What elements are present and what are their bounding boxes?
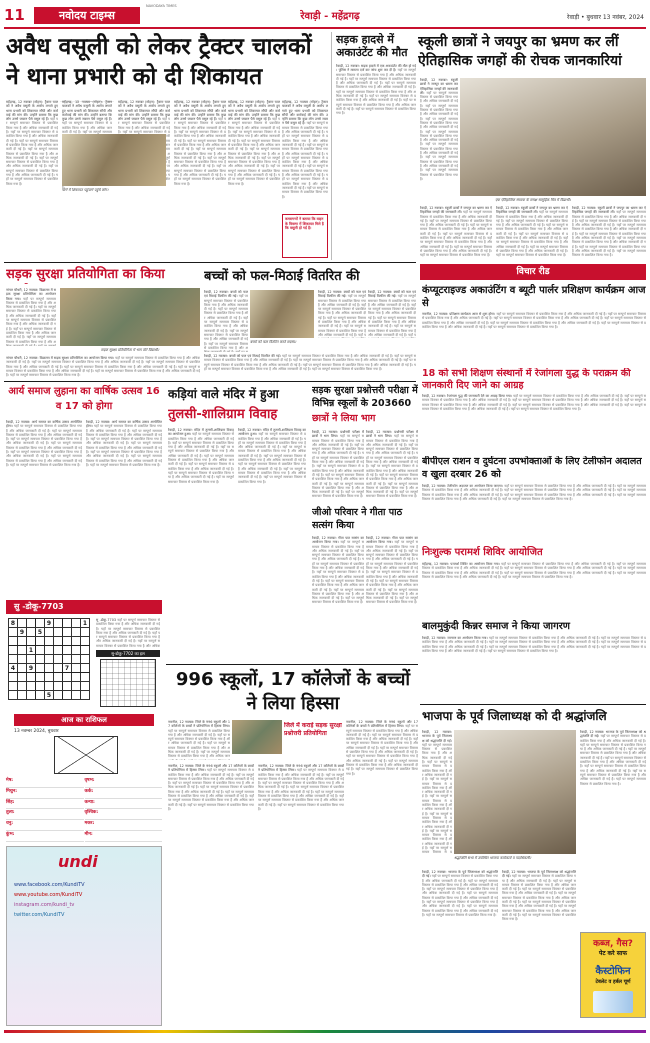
arya-text-1: रेवाड़ी, 12 नवम्बर: आर्य समाज का वार्षिक उत्सव आयोजित होगा। यहाँ पर सम्पूर्ण समाचार विस्तार से प्रकाशित किया गया है और अधिक जानकारी दी गई है। यहाँ पर सम्पूर्ण समाचार विस्तार से प्रकाशित किया गया है और अधिक जानकारी दी गई है। यहाँ पर सम्पूर्ण समाचार विस्तार से प्रकाशित किया गया है और अधिक जानकारी दी गई है। यहाँ पर सम्पूर्ण समाचार विस्तार से प्रकाशित किया गया है और अधिक जानकारी दी गई है। यहाँ पर सम्पूर्ण समाचार विस्तार से प्रकाशित किया गया है और अधिक जानकारी दी गई है। यहाँ पर सम्पूर्ण समाचार विस्तार से प्रकाशित किया गया है और अधिक जानकारी दी गई है। यहाँ पर सम्पूर्ण समाचार विस्तार से प्रकाशित किया गया है।	[6, 420, 82, 596]
rashifal-sign: सिंह:	[6, 800, 84, 810]
sudoku-cell	[54, 646, 63, 655]
bjp-headline: भाजपा के पूर्व जिलाध्यक्ष को दी श्रद्धांजलि	[422, 709, 607, 723]
sudoku-cell	[18, 673, 27, 682]
sudoku-cell	[45, 628, 54, 637]
jaipur-text-1: रेवाड़ी, 12 नवम्बर: स्कूली छात्रों ने जयपुर का भ्रमण कर ऐतिहासिक जगहों की जानकारी ली। यहाँ पर सम्पूर्ण समाचार विस्तार से प्रकाशित किया गया है और अधिक जानकारी दी गई है। यहाँ पर सम्पूर्ण समाचार विस्तार से प्रकाशित किया गया है और अधिक जानकारी दी गई है। यहाँ पर सम्पूर्ण समाचार विस्तार से प्रकाशित किया गया है और अधिक जानकारी दी गई है। यहाँ पर सम्पूर्ण समाचार विस्तार से प्रकाशित किया गया है और अधिक जानकारी दी गई है। यहाँ पर सम्पूर्ण समाचार विस्तार से प्रकाशित किया गया है और अधिक जानकारी दी गई है। यहाँ पर सम्पूर्ण समाचार विस्तार से प्रकाशित किया गया है और अधिक जानकारी दी गई है। यहाँ पर सम्पूर्ण समाचार विस्तार से प्रकाशित किया गया है।	[420, 78, 458, 196]
sudoku-cell	[36, 646, 45, 655]
jaipur-caption: एक ऐतिहासिक स्मारक के समक्ष सामूहिक चित्र में विद्यार्थी।	[495, 198, 571, 202]
sudoku-cell	[72, 655, 81, 664]
divider	[166, 664, 418, 665]
sudoku-cell	[9, 628, 18, 637]
schools-headline: 996 स्कूलों, 17 कॉलेजों के बच्चों ने लिया हिस्सा	[175, 669, 411, 714]
sudoku-cell	[27, 628, 36, 637]
bpl-text: रेवाड़ी, 12 नवम्बर: टेलीफोन अदालत का आयोजन किया जाएगा। यहाँ पर सम्पूर्ण समाचार विस्तार से प्रकाशित किया गया है और अधिक जानकारी दी गई है। यहाँ पर सम्पूर्ण समाचार विस्तार से प्रकाशित किया गया है और अधिक जानकारी दी गई है। यहाँ पर सम्पूर्ण समाचार विस्तार से प्रकाशित किया गया है और अधिक जानकारी दी गई है। यहाँ पर सम्पूर्ण समाचार विस्तार से प्रकाशित किया गया है और अधिक जानकारी दी गई है। यहाँ पर सम्पूर्ण समाचार विस्तार से प्रकाशित किया गया है और अधिक जानकारी दी गई है। यहाँ पर सम्पूर्ण समाचार विस्तार से प्रकाशित किया गया है और अधिक जानकारी दी गई है। यहाँ पर सम्पूर्ण समाचार विस्तार से प्रकाशित किया गया है।	[422, 484, 646, 542]
quiz-headline-2: छात्रों ने लिया भाग	[312, 413, 376, 424]
sudoku-cell	[18, 664, 27, 673]
kadiyan-text-2: रेवाड़ी, 12 नवम्बर: मंदिर में तुलसी-शालिग्राम विवाह का आयोजन हुआ। यहाँ पर सम्पूर्ण समाचार विस्तार से प्रकाशित किया गया है और अधिक जानकारी दी गई है। यहाँ पर सम्पूर्ण समाचार विस्तार से प्रकाशित किया गया है और अधिक जानकारी दी गई है। यहाँ पर सम्पूर्ण समाचार विस्तार से प्रकाशित किया गया है और अधिक जानकारी दी गई है। यहाँ पर सम्पूर्ण समाचार विस्तार से प्रकाशित किया गया है और अधिक जानकारी दी गई है। यहाँ पर सम्पूर्ण समाचार विस्तार से प्रकाशित किया गया है और अधिक जानकारी दी गई है। यहाँ पर सम्पूर्ण समाचार विस्तार से प्रकाशित किया गया है और अधिक जानकारी दी गई है। यहाँ पर सम्पूर्ण समाचार विस्तार से प्रकाशित किया गया है।	[238, 428, 306, 658]
jaipur-photo	[460, 78, 646, 196]
sudoku-cell	[18, 637, 27, 646]
sudoku-cell	[45, 646, 54, 655]
sudoku-cell	[72, 691, 81, 700]
edition-label: रेवाड़ी - महेंद्रगढ़	[300, 11, 360, 22]
jaipur-text-2: रेवाड़ी, 12 नवम्बर: स्कूली छात्रों ने जयपुर का भ्रमण कर ऐतिहासिक जगहों की जानकारी ली। यहाँ पर सम्पूर्ण समाचार विस्तार से प्रकाशित किया गया है और अधिक जानकारी दी गई है। यहाँ पर सम्पूर्ण समाचार विस्तार से प्रकाशित किया गया है और अधिक जानकारी दी गई है। यहाँ पर सम्पूर्ण समाचार विस्तार से प्रकाशित किया गया है और अधिक जानकारी दी गई है। यहाँ पर सम्पूर्ण समाचार विस्तार से प्रकाशित किया गया है और अधिक जानकारी दी गई है। यहाँ पर सम्पूर्ण समाचार विस्तार से प्रकाशित किया गया है और अधिक जानकारी दी गई है। यहाँ पर सम्पूर्ण समाचार विस्तार से प्रकाशित किया गया है और अधिक जानकारी दी गई है। यहाँ पर सम्पूर्ण समाचार विस्तार से प्रकाशित किया गया है।	[420, 206, 492, 260]
divider	[420, 704, 646, 705]
sudoku-cell	[27, 619, 36, 628]
sudoku-cell	[81, 628, 90, 637]
rashifal-sign: धनु:	[6, 821, 84, 831]
sudoku-cell	[54, 691, 63, 700]
schools-text-1: नारनौल, 12 नवम्बर: जिले के 996 स्कूलों और 17 कॉलेजों के बच्चों ने प्रतियोगिता में हिस्सा लिया। यहाँ पर सम्पूर्ण समाचार विस्तार से प्रकाशित किया गया है और अधिक जानकारी दी गई है। यहाँ पर सम्पूर्ण समाचार विस्तार से प्रकाशित किया गया है और अधिक जानकारी दी गई है। यहाँ पर सम्पूर्ण समाचार विस्तार से प्रकाशित किया गया है और अधिक जानकारी दी गई है। यहाँ पर सम्पूर्ण समाचार विस्तार से प्रकाशित किया गया है और अधिक जानकारी दी गई है। यहाँ पर सम्पूर्ण समाचार विस्तार से प्रकाशित किया गया है और अधिक जानकारी दी गई है। यहाँ पर सम्पूर्ण समाचार विस्तार से प्रकाशित किया गया है और अधिक जानकारी दी गई है। यहाँ पर सम्पूर्ण समाचार विस्तार से प्रकाशित किया गया है।	[168, 720, 230, 760]
bjp-text-1: रेवाड़ी, 12 नवम्बर: भाजपा के पूर्व जिलाध्यक्ष को श्रद्धांजलि दी गई। यहाँ पर सम्पूर्ण समाचार विस्तार से प्रकाशित किया गया है और अधिक जानकारी दी गई है। यहाँ पर सम्पूर्ण समाचार विस्तार से प्रकाशित किया गया है और अधिक जानकारी दी गई है। यहाँ पर सम्पूर्ण समाचार विस्तार से प्रकाशित किया गया है और अधिक जानकारी दी गई है। यहाँ पर सम्पूर्ण समाचार विस्तार से प्रकाशित किया गया है और अधिक जानकारी दी गई है। यहाँ पर सम्पूर्ण समाचार विस्तार से प्रकाशित किया गया है और अधिक जानकारी दी गई है। यहाँ पर सम्पूर्ण समाचार विस्तार से प्रकाशित किया गया है और अधिक जानकारी दी गई है। यहाँ पर सम्पूर्ण समाचार विस्तार से प्रकाशित किया गया है।	[422, 730, 452, 854]
rashifal-chart	[54, 736, 118, 774]
schools-text-4: नारनौल, 12 नवम्बर: जिले के 996 स्कूलों और 17 कॉलेजों के बच्चों ने प्रतियोगिता में हिस्सा लिया। यहाँ पर सम्पूर्ण समाचार विस्तार से प्रकाशित किया गया है और अधिक जानकारी दी गई है। यहाँ पर सम्पूर्ण समाचार विस्तार से प्रकाशित किया गया है और अधिक जानकारी दी गई है। यहाँ पर सम्पूर्ण समाचार विस्तार से प्रकाशित किया गया है और अधिक जानकारी दी गई है। यहाँ पर सम्पूर्ण समाचार विस्तार से प्रकाशित किया गया है और अधिक जानकारी दी गई है। यहाँ पर सम्पूर्ण समाचार विस्तार से प्रकाशित किया गया है और अधिक जानकारी दी गई है। यहाँ पर सम्पूर्ण समाचार विस्तार से प्रकाशित किया गया है और अधिक जानकारी दी गई है। यहाँ पर सम्पूर्ण समाचार विस्तार से प्रकाशित किया गया है।	[258, 764, 344, 1016]
sudoku-cell	[72, 619, 81, 628]
sudoku-cell: 9	[27, 664, 36, 673]
sudoku-cell	[27, 673, 36, 682]
fruit-headline: बच्चों को फल-मिठाई वितरित की	[204, 269, 360, 284]
sudoku-cell	[18, 619, 27, 628]
sudoku-cell	[9, 655, 18, 664]
sudoku-cell: 5	[45, 691, 54, 700]
sudoku-cell	[54, 628, 63, 637]
arya-text-2: रेवाड़ी, 12 नवम्बर: आर्य समाज का वार्षिक उत्सव आयोजित होगा। यहाँ पर सम्पूर्ण समाचार विस्तार से प्रकाशित किया गया है और अधिक जानकारी दी गई है। यहाँ पर सम्पूर्ण समाचार विस्तार से प्रकाशित किया गया है और अधिक जानकारी दी गई है। यहाँ पर सम्पूर्ण समाचार विस्तार से प्रकाशित किया गया है और अधिक जानकारी दी गई है। यहाँ पर सम्पूर्ण समाचार विस्तार से प्रकाशित किया गया है और अधिक जानकारी दी गई है। यहाँ पर सम्पूर्ण समाचार विस्तार से प्रकाशित किया गया है और अधिक जानकारी दी गई है। यहाँ पर सम्पूर्ण समाचार विस्तार से प्रकाशित किया गया है और अधिक जानकारी दी गई है। यहाँ पर सम्पूर्ण समाचार विस्तार से प्रकाशित किया गया है।	[86, 420, 162, 596]
sudoku-instructions: सु -डोकू-7703 यहाँ पर सम्पूर्ण समाचार विस्तार से प्रकाशित किया गया है और अधिक जानकारी दी गई है। यहाँ पर सम्पूर्ण समाचार विस्तार से प्रकाशित किया गया है और अधिक जानकारी दी गई है। यहाँ पर सम्पूर्ण समाचार विस्तार से प्रकाशित किया गया है और अधिक जानकारी दी गई है। यहाँ पर सम्पूर्ण समाचार विस्तार से प्रकाशित किया गया है और अधिक जानकारी दी गई है। यहाँ पर सम्पूर्ण समाचार विस्तार से प्रकाशित किया गया है और अधिक जानकारी दी गई है। यहाँ पर सम्पूर्ण समाचार विस्तार से प्रकाशित किया गया है और अधिक जानकारी दी गई है। यहाँ पर सम्पूर्ण समाचार विस्तार से प्रकाशित किया गया है।	[96, 618, 160, 648]
promo-brand: undi	[58, 852, 98, 871]
sudoku-cell	[54, 673, 63, 682]
sudoku-cell	[18, 682, 27, 691]
quiz-headline-1: सड़क सुरक्षा प्रश्नोत्तरी परीक्षा में विभिन्न स्कूलों के 203660	[312, 385, 418, 409]
sudoku-cell	[72, 628, 81, 637]
schools-text-2: नारनौल, 12 नवम्बर: जिले के 996 स्कूलों और 17 कॉलेजों के बच्चों ने प्रतियोगिता में हिस्सा लिया। यहाँ पर सम्पूर्ण समाचार विस्तार से प्रकाशित किया गया है और अधिक जानकारी दी गई है। यहाँ पर सम्पूर्ण समाचार विस्तार से प्रकाशित किया गया है और अधिक जानकारी दी गई है। यहाँ पर सम्पूर्ण समाचार विस्तार से प्रकाशित किया गया है और अधिक जानकारी दी गई है। यहाँ पर सम्पूर्ण समाचार विस्तार से प्रकाशित किया गया है और अधिक जानकारी दी गई है। यहाँ पर सम्पूर्ण समाचार विस्तार से प्रकाशित किया गया है और अधिक जानकारी दी गई है। यहाँ पर सम्पूर्ण समाचार विस्तार से प्रकाशित किया गया है और अधिक जानकारी दी गई है। यहाँ पर सम्पूर्ण समाचार विस्तार से प्रकाशित किया गया है।	[346, 720, 418, 1016]
road-safety-text-2: नांगल चौधरी, 12 नवम्बर: विद्यालय में सड़क सुरक्षा प्रतियोगिता का आयोजन किया गया। यहाँ पर सम्पूर्ण समाचार विस्तार से प्रकाशित किया गया है और अधिक जानकारी दी गई है। यहाँ पर सम्पूर्ण समाचार विस्तार से प्रकाशित किया गया है और अधिक जानकारी दी गई है। यहाँ पर सम्पूर्ण समाचार विस्तार से प्रकाशित किया गया है और अधिक जानकारी दी गई है। यहाँ पर सम्पूर्ण समाचार विस्तार से प्रकाशित किया गया है और अधिक जानकारी दी गई है। यहाँ पर सम्पूर्ण समाचार विस्तार से प्रकाशित किया गया है और अधिक जानकारी दी गई है। यहाँ पर सम्पूर्ण समाचार विस्तार से प्रकाशित किया गया है और अधिक जानकारी दी गई है। यहाँ पर सम्पूर्ण समाचार विस्तार से प्रकाशित किया गया है।	[6, 356, 200, 378]
bjp-text-4: रेवाड़ी, 12 नवम्बर: भाजपा के पूर्व जिलाध्यक्ष को श्रद्धांजलि दी गई। यहाँ पर सम्पूर्ण समाचार विस्तार से प्रकाशित किया गया है और अधिक जानकारी दी गई है। यहाँ पर सम्पूर्ण समाचार विस्तार से प्रकाशित किया गया है और अधिक जानकारी दी गई है। यहाँ पर सम्पूर्ण समाचार विस्तार से प्रकाशित किया गया है और अधिक जानकारी दी गई है। यहाँ पर सम्पूर्ण समाचार विस्तार से प्रकाशित किया गया है और अधिक जानकारी दी गई है। यहाँ पर सम्पूर्ण समाचार विस्तार से प्रकाशित किया गया है और अधिक जानकारी दी गई है। यहाँ पर सम्पूर्ण समाचार विस्तार से प्रकाशित किया गया है और अधिक जानकारी दी गई है। यहाँ पर सम्पूर्ण समाचार विस्तार से प्रकाशित किया गया है।	[502, 870, 576, 1016]
sudoku-cell	[63, 655, 72, 664]
sudoku-cell	[54, 637, 63, 646]
rashifal-sign: मिथुन:	[6, 789, 84, 799]
sudoku-cell	[36, 637, 45, 646]
road-safety-text-1: नांगल चौधरी, 12 नवम्बर: विद्यालय में सड़क सुरक्षा प्रतियोगिता का आयोजन किया गया। यहाँ पर सम्पूर्ण समाचार विस्तार से प्रकाशित किया गया है और अधिक जानकारी दी गई है। यहाँ पर सम्पूर्ण समाचार विस्तार से प्रकाशित किया गया है और अधिक जानकारी दी गई है। यहाँ पर सम्पूर्ण समाचार विस्तार से प्रकाशित किया गया है और अधिक जानकारी दी गई है। यहाँ पर सम्पूर्ण समाचार विस्तार से प्रकाशित किया गया है और अधिक जानकारी दी गई है। यहाँ पर सम्पूर्ण समाचार विस्तार से प्रकाशित किया गया है और अधिक जानकारी दी गई है। यहाँ पर सम्पूर्ण समाचार विस्तार से प्रकाशित किया गया है और अधिक जानकारी दी गई है। यहाँ पर सम्पूर्ण समाचार विस्तार से प्रकाशित किया गया है।	[6, 288, 56, 346]
shiksha-headline: 18 को सभी शिक्षण संस्थानों में रेजांगला युद्ध के पराक्रम की जानकारी दिए जाने का आग्रह	[422, 368, 631, 391]
ad-line-4: टेबलेट व हर्बल चूर्ण	[595, 979, 631, 985]
bjp-photo	[454, 730, 576, 854]
page-number: 11	[4, 6, 25, 24]
fruit-photo	[250, 290, 314, 338]
geeta-headline: जीओ परिवार ने गीता पाठ सत्संग किया	[312, 507, 403, 531]
shivir-text: महेंद्रगढ़, 12 नवम्बर: परामर्श शिविर का आयोजन किया गया। यहाँ पर सम्पूर्ण समाचार विस्तार से प्रकाशित किया गया है और अधिक जानकारी दी गई है। यहाँ पर सम्पूर्ण समाचार विस्तार से प्रकाशित किया गया है और अधिक जानकारी दी गई है। यहाँ पर सम्पूर्ण समाचार विस्तार से प्रकाशित किया गया है और अधिक जानकारी दी गई है। यहाँ पर सम्पूर्ण समाचार विस्तार से प्रकाशित किया गया है और अधिक जानकारी दी गई है। यहाँ पर सम्पूर्ण समाचार विस्तार से प्रकाशित किया गया है और अधिक जानकारी दी गई है। यहाँ पर सम्पूर्ण समाचार विस्तार से प्रकाशित किया गया है और अधिक जानकारी दी गई है। यहाँ पर सम्पूर्ण समाचार विस्तार से प्रकाशित किया गया है।	[422, 562, 646, 618]
promo-line-2[interactable]: instagram.com/kundi_tv	[14, 902, 75, 908]
sudoku-cell: 5	[36, 628, 45, 637]
schools-text-3: नारनौल, 12 नवम्बर: जिले के 996 स्कूलों और 17 कॉलेजों के बच्चों ने प्रतियोगिता में हिस्सा लिया। यहाँ पर सम्पूर्ण समाचार विस्तार से प्रकाशित किया गया है और अधिक जानकारी दी गई है। यहाँ पर सम्पूर्ण समाचार विस्तार से प्रकाशित किया गया है और अधिक जानकारी दी गई है। यहाँ पर सम्पूर्ण समाचार विस्तार से प्रकाशित किया गया है और अधिक जानकारी दी गई है। यहाँ पर सम्पूर्ण समाचार विस्तार से प्रकाशित किया गया है और अधिक जानकारी दी गई है। यहाँ पर सम्पूर्ण समाचार विस्तार से प्रकाशित किया गया है और अधिक जानकारी दी गई है। यहाँ पर सम्पूर्ण समाचार विस्तार से प्रकाशित किया गया है और अधिक जानकारी दी गई है। यहाँ पर सम्पूर्ण समाचार विस्तार से प्रकाशित किया गया है।	[168, 764, 254, 1016]
computer-headline: कंप्यूटराइज्ड अकाउंटिंग व ब्यूटी पार्लर प्रशिक्षण कार्यक्रम आज से	[422, 285, 646, 309]
sudoku-cell	[36, 664, 45, 673]
sudoku-cell	[36, 655, 45, 664]
sudoku-cell	[36, 673, 45, 682]
sudoku-cell	[9, 691, 18, 700]
sudoku-answer-grid	[100, 659, 156, 707]
ad-product-image	[593, 991, 633, 1013]
castophin-ad[interactable]	[580, 932, 646, 1018]
lead-photo	[62, 134, 166, 186]
sudoku-cell	[63, 691, 72, 700]
computer-text: नारनौल, 12 नवम्बर: प्रशिक्षण कार्यक्रम आज से शुरू होगा। यहाँ पर सम्पूर्ण समाचार विस्तार से प्रकाशित किया गया है और अधिक जानकारी दी गई है। यहाँ पर सम्पूर्ण समाचार विस्तार से प्रकाशित किया गया है और अधिक जानकारी दी गई है। यहाँ पर सम्पूर्ण समाचार विस्तार से प्रकाशित किया गया है और अधिक जानकारी दी गई है। यहाँ पर सम्पूर्ण समाचार विस्तार से प्रकाशित किया गया है और अधिक जानकारी दी गई है। यहाँ पर सम्पूर्ण समाचार विस्तार से प्रकाशित किया गया है और अधिक जानकारी दी गई है। यहाँ पर सम्पूर्ण समाचार विस्तार से प्रकाशित किया गया है और अधिक जानकारी दी गई है। यहाँ पर सम्पूर्ण समाचार विस्तार से प्रकाशित किया गया है।	[422, 312, 646, 366]
fruit-text-3: रेवाड़ी, 12 नवम्बर: बच्चों को फल एवं मिठाई वितरित की गई। यहाँ पर सम्पूर्ण समाचार विस्तार से प्रकाशित किया गया है और अधिक जानकारी दी गई है। यहाँ पर सम्पूर्ण समाचार विस्तार से प्रकाशित किया गया है और अधिक जानकारी दी गई है। यहाँ पर सम्पूर्ण समाचार विस्तार से प्रकाशित किया गया है और अधिक जानकारी दी गई है। यहाँ पर सम्पूर्ण समाचार विस्तार से प्रकाशित किया गया है और अधिक जानकारी दी गई है। यहाँ पर सम्पूर्ण समाचार विस्तार से प्रकाशित किया गया है और अधिक जानकारी दी गई है। यहाँ पर सम्पूर्ण समाचार विस्तार से प्रकाशित किया गया है और अधिक जानकारी दी गई है। यहाँ पर सम्पूर्ण समाचार विस्तार से प्रकाशित किया गया है।	[368, 290, 416, 338]
sudoku-cell	[27, 691, 36, 700]
jaipur-text-4: रेवाड़ी, 12 नवम्बर: स्कूली छात्रों ने जयपुर का भ्रमण कर ऐतिहासिक जगहों की जानकारी ली। यहाँ पर सम्पूर्ण समाचार विस्तार से प्रकाशित किया गया है और अधिक जानकारी दी गई है। यहाँ पर सम्पूर्ण समाचार विस्तार से प्रकाशित किया गया है और अधिक जानकारी दी गई है। यहाँ पर सम्पूर्ण समाचार विस्तार से प्रकाशित किया गया है और अधिक जानकारी दी गई है। यहाँ पर सम्पूर्ण समाचार विस्तार से प्रकाशित किया गया है और अधिक जानकारी दी गई है। यहाँ पर सम्पूर्ण समाचार विस्तार से प्रकाशित किया गया है और अधिक जानकारी दी गई है। यहाँ पर सम्पूर्ण समाचार विस्तार से प्रकाशित किया गया है और अधिक जानकारी दी गई है। यहाँ पर सम्पूर्ण समाचार विस्तार से प्रकाशित किया गया है।	[572, 206, 646, 260]
sudoku-cell	[81, 691, 90, 700]
fruit-caption: बच्चों को फल वितरित करते सदस्य।	[250, 340, 297, 344]
bjp-text-2: रेवाड़ी, 12 नवम्बर: भाजपा के पूर्व जिलाध्यक्ष को श्रद्धांजलि दी गई। यहाँ पर सम्पूर्ण समाचार विस्तार से प्रकाशित किया गया है और अधिक जानकारी दी गई है। यहाँ पर सम्पूर्ण समाचार विस्तार से प्रकाशित किया गया है और अधिक जानकारी दी गई है। यहाँ पर सम्पूर्ण समाचार विस्तार से प्रकाशित किया गया है और अधिक जानकारी दी गई है। यहाँ पर सम्पूर्ण समाचार विस्तार से प्रकाशित किया गया है और अधिक जानकारी दी गई है। यहाँ पर सम्पूर्ण समाचार विस्तार से प्रकाशित किया गया है और अधिक जानकारी दी गई है। यहाँ पर सम्पूर्ण समाचार विस्तार से प्रकाशित किया गया है और अधिक जानकारी दी गई है। यहाँ पर सम्पूर्ण समाचार विस्तार से प्रकाशित किया गया है।	[580, 730, 646, 930]
sudoku-label: सु -डोकू-7703	[6, 600, 162, 614]
sudoku-cell	[45, 673, 54, 682]
divider	[4, 262, 416, 263]
sudoku-cell	[45, 637, 54, 646]
sudoku-cell	[36, 691, 45, 700]
sudoku-cell	[72, 673, 81, 682]
fruit-text-2: रेवाड़ी, 12 नवम्बर: बच्चों को फल एवं मिठाई वितरित की गई। यहाँ पर सम्पूर्ण समाचार विस्तार से प्रकाशित किया गया है और अधिक जानकारी दी गई है। यहाँ पर सम्पूर्ण समाचार विस्तार से प्रकाशित किया गया है और अधिक जानकारी दी गई है। यहाँ पर सम्पूर्ण समाचार विस्तार से प्रकाशित किया गया है और अधिक जानकारी दी गई है। यहाँ पर सम्पूर्ण समाचार विस्तार से प्रकाशित किया गया है और अधिक जानकारी दी गई है। यहाँ पर सम्पूर्ण समाचार विस्तार से प्रकाशित किया गया है और अधिक जानकारी दी गई है। यहाँ पर सम्पूर्ण समाचार विस्तार से प्रकाशित किया गया है और अधिक जानकारी दी गई है। यहाँ पर सम्पूर्ण समाचार विस्तार से प्रकाशित किया गया है।	[318, 290, 366, 338]
brand-small: NAVODAYA TIMES	[146, 4, 177, 8]
sudoku-cell	[72, 637, 81, 646]
ad-line-1: कब्ज, गैस?	[593, 939, 633, 949]
rashifal-date: 13 नवम्बर 2024, बुधवार	[14, 729, 59, 734]
jagran-headline: बालमुकुंदी किन्नर समाज ने किया जागरण	[422, 621, 571, 632]
lead-text-col2: महेंद्रगढ़, 12 नवम्बर (मोहन): ट्रैक्टर चालकों ने अवैध वसूली के आरोप लगाते हुए थाना प्रभारी को शिकायत सौंपी और कार्रवाई की मांग की। उन्होंने बताया कि कुछ लोग उनसे जबरन पैसे वसूल रहे हैं। यहाँ पर सम्पूर्ण समाचार विस्तार से प्रकाशित किया गया है और अधिक जानकारी दी गई है। यहाँ पर सम्पूर्ण समाचार विस्तार से प्रकाशित किया गया है और अधिक जानकारी दी गई है। यहाँ पर सम्पूर्ण समाचार विस्तार से प्रकाशित किया गया है और अधिक जानकारी दी गई है। यहाँ पर सम्पूर्ण समाचार विस्तार से प्रकाशित किया गया है और अधिक जानकारी दी गई है। यहाँ पर सम्पूर्ण समाचार विस्तार से प्रकाशित किया गया है और अधिक जानकारी दी गई है। यहाँ पर सम्पूर्ण समाचार विस्तार से प्रकाशित किया गया है और अधिक जानकारी दी गई है। यहाँ पर सम्पूर्ण समाचार विस्तार से प्रकाशित किया गया है।	[62, 100, 112, 232]
sudoku-cell	[18, 655, 27, 664]
dateline: रेवाड़ी • बुधवार 13 नवंबर, 2024	[566, 14, 644, 21]
sudoku-cell	[36, 682, 45, 691]
bottom-color-bar	[4, 1030, 646, 1033]
lead-text-col6: महेंद्रगढ़, 12 नवम्बर (मोहन): ट्रैक्टर चालकों ने अवैध वसूली के आरोप लगाते हुए थाना प्रभारी को शिकायत सौंपी और कार्रवाई की मांग की। उन्होंने बताया कि कुछ लोग उनसे जबरन पैसे वसूल रहे हैं। यहाँ पर सम्पूर्ण समाचार विस्तार से प्रकाशित किया गया है और अधिक जानकारी दी गई है। यहाँ पर सम्पूर्ण समाचार विस्तार से प्रकाशित किया गया है और अधिक जानकारी दी गई है। यहाँ पर सम्पूर्ण समाचार विस्तार से प्रकाशित किया गया है और अधिक जानकारी दी गई है। यहाँ पर सम्पूर्ण समाचार विस्तार से प्रकाशित किया गया है और अधिक जानकारी दी गई है। यहाँ पर सम्पूर्ण समाचार विस्तार से प्रकाशित किया गया है और अधिक जानकारी दी गई है। यहाँ पर सम्पूर्ण समाचार विस्तार से प्रकाशित किया गया है और अधिक जानकारी दी गई है। यहाँ पर सम्पूर्ण समाचार विस्तार से प्रकाशित किया गया है।	[228, 100, 280, 258]
sudoku-cell	[63, 682, 72, 691]
sudoku-cell	[54, 619, 63, 628]
sudoku-cell	[18, 646, 27, 655]
ad-line-2: पेट करे साफ	[599, 950, 627, 957]
jagran-text: रेवाड़ी, 12 नवम्बर: जागरण का आयोजन किया गया। यहाँ पर सम्पूर्ण समाचार विस्तार से प्रकाशित किया गया है और अधिक जानकारी दी गई है। यहाँ पर सम्पूर्ण समाचार विस्तार से प्रकाशित किया गया है और अधिक जानकारी दी गई है। यहाँ पर सम्पूर्ण समाचार विस्तार से प्रकाशित किया गया है और अधिक जानकारी दी गई है। यहाँ पर सम्पूर्ण समाचार विस्तार से प्रकाशित किया गया है और अधिक जानकारी दी गई है। यहाँ पर सम्पूर्ण समाचार विस्तार से प्रकाशित किया गया है और अधिक जानकारी दी गई है। यहाँ पर सम्पूर्ण समाचार विस्तार से प्रकाशित किया गया है और अधिक जानकारी दी गई है। यहाँ पर सम्पूर्ण समाचार विस्तार से प्रकाशित किया गया है।	[422, 636, 646, 700]
rashifal-list	[6, 778, 162, 842]
sudoku-cell: 7	[63, 664, 72, 673]
sudoku-cell: 9	[45, 619, 54, 628]
quiz-text-2: रेवाड़ी, 12 नवम्बर: प्रश्नोत्तरी परीक्षा में छात्रों ने भाग लिया। यहाँ पर सम्पूर्ण समाचार विस्तार से प्रकाशित किया गया है और अधिक जानकारी दी गई है। यहाँ पर सम्पूर्ण समाचार विस्तार से प्रकाशित किया गया है और अधिक जानकारी दी गई है। यहाँ पर सम्पूर्ण समाचार विस्तार से प्रकाशित किया गया है और अधिक जानकारी दी गई है। यहाँ पर सम्पूर्ण समाचार विस्तार से प्रकाशित किया गया है और अधिक जानकारी दी गई है। यहाँ पर सम्पूर्ण समाचार विस्तार से प्रकाशित किया गया है और अधिक जानकारी दी गई है। यहाँ पर सम्पूर्ण समाचार विस्तार से प्रकाशित किया गया है और अधिक जानकारी दी गई है। यहाँ पर सम्पूर्ण समाचार विस्तार से प्रकाशित किया गया है।	[366, 430, 418, 500]
bpl-headline: बीपीएल राशन व दुर्घटना उपभोक्ताओं के लिए टेलीफोन अदालत व खुला दरबार 26 को	[422, 456, 642, 480]
sudoku-cell	[72, 682, 81, 691]
sudoku-cell: 1	[27, 646, 36, 655]
promo-handle[interactable]: www.facebook.com/KundiTV	[14, 882, 85, 888]
sudoku-cell	[63, 646, 72, 655]
lead-photo-caption: थाने में शिकायत पहुंचाने पहुंचे लोग।	[62, 188, 109, 192]
road-safety-caption: सड़क सुरक्षा प्रतियोगिता में भाग लेते विद्यार्थी।	[100, 348, 160, 352]
fruit-text-4: रेवाड़ी, 12 नवम्बर: बच्चों को फल एवं मिठाई वितरित की गई। यहाँ पर सम्पूर्ण समाचार विस्तार से प्रकाशित किया गया है और अधिक जानकारी दी गई है। यहाँ पर सम्पूर्ण समाचार विस्तार से प्रकाशित किया गया है और अधिक जानकारी दी गई है। यहाँ पर सम्पूर्ण समाचार विस्तार से प्रकाशित किया गया है और अधिक जानकारी दी गई है। यहाँ पर सम्पूर्ण समाचार विस्तार से प्रकाशित किया गया है और अधिक जानकारी दी गई है। यहाँ पर सम्पूर्ण समाचार विस्तार से प्रकाशित किया गया है और अधिक जानकारी दी गई है। यहाँ पर सम्पूर्ण समाचार विस्तार से प्रकाशित किया गया है और अधिक जानकारी दी गई है। यहाँ पर सम्पूर्ण समाचार विस्तार से प्रकाशित किया गया है।	[204, 354, 416, 378]
sudoku-cell	[72, 664, 81, 673]
sudoku-cell	[63, 673, 72, 682]
kadiyan-headline-2: तुलसी-शालिग्राम विवाह	[168, 407, 278, 422]
ad-line-3: कैस्टोफिन	[595, 966, 631, 977]
promo-line-1[interactable]: www.youtube.com/KundiTV	[14, 892, 83, 898]
sudoku-cell	[54, 655, 63, 664]
lead-text-col3	[60, 101, 114, 102]
sudoku-cell	[27, 682, 36, 691]
rashifal-sign: मीन:	[85, 832, 163, 842]
promo-line-3[interactable]: twitter.com/KundiTV	[14, 912, 65, 918]
kadiyan-text-1: रेवाड़ी, 12 नवम्बर: मंदिर में तुलसी-शालिग्राम विवाह का आयोजन हुआ। यहाँ पर सम्पूर्ण समाचार विस्तार से प्रकाशित किया गया है और अधिक जानकारी दी गई है। यहाँ पर सम्पूर्ण समाचार विस्तार से प्रकाशित किया गया है और अधिक जानकारी दी गई है। यहाँ पर सम्पूर्ण समाचार विस्तार से प्रकाशित किया गया है और अधिक जानकारी दी गई है। यहाँ पर सम्पूर्ण समाचार विस्तार से प्रकाशित किया गया है और अधिक जानकारी दी गई है। यहाँ पर सम्पूर्ण समाचार विस्तार से प्रकाशित किया गया है और अधिक जानकारी दी गई है। यहाँ पर सम्पूर्ण समाचार विस्तार से प्रकाशित किया गया है और अधिक जानकारी दी गई है। यहाँ पर सम्पूर्ण समाचार विस्तार से प्रकाशित किया गया है।	[168, 428, 234, 658]
schools-photo	[232, 720, 282, 754]
sudoku-cell	[72, 646, 81, 655]
sudoku-cell: 4	[9, 664, 18, 673]
lead-text-col7: महेंद्रगढ़, 12 नवम्बर (मोहन): ट्रैक्टर चालकों ने अवैध वसूली के आरोप लगाते हुए थाना प्रभारी को शिकायत सौंपी और कार्रवाई की मांग की। उन्होंने बताया कि कुछ लोग उनसे जबरन पैसे वसूल रहे हैं। यहाँ पर सम्पूर्ण समाचार विस्तार से प्रकाशित किया गया है और अधिक जानकारी दी गई है। यहाँ पर सम्पूर्ण समाचार विस्तार से प्रकाशित किया गया है और अधिक जानकारी दी गई है। यहाँ पर सम्पूर्ण समाचार विस्तार से प्रकाशित किया गया है और अधिक जानकारी दी गई है। यहाँ पर सम्पूर्ण समाचार विस्तार से प्रकाशित किया गया है और अधिक जानकारी दी गई है। यहाँ पर सम्पूर्ण समाचार विस्तार से प्रकाशित किया गया है और अधिक जानकारी दी गई है। यहाँ पर सम्पूर्ण समाचार विस्तार से प्रकाशित किया गया है और अधिक जानकारी दी गई है। यहाँ पर सम्पूर्ण समाचार विस्तार से प्रकाशित किया गया है।	[282, 100, 328, 212]
sudoku-cell	[81, 646, 90, 655]
sudoku-cell	[36, 619, 45, 628]
rashifal-title: आज का राशिफल	[14, 714, 154, 726]
sudoku-cell	[45, 655, 54, 664]
jaipur-text-3: रेवाड़ी, 12 नवम्बर: स्कूली छात्रों ने जयपुर का भ्रमण कर ऐतिहासिक जगहों की जानकारी ली। यहाँ पर सम्पूर्ण समाचार विस्तार से प्रकाशित किया गया है और अधिक जानकारी दी गई है। यहाँ पर सम्पूर्ण समाचार विस्तार से प्रकाशित किया गया है और अधिक जानकारी दी गई है। यहाँ पर सम्पूर्ण समाचार विस्तार से प्रकाशित किया गया है और अधिक जानकारी दी गई है। यहाँ पर सम्पूर्ण समाचार विस्तार से प्रकाशित किया गया है और अधिक जानकारी दी गई है। यहाँ पर सम्पूर्ण समाचार विस्तार से प्रकाशित किया गया है और अधिक जानकारी दी गई है। यहाँ पर सम्पूर्ण समाचार विस्तार से प्रकाशित किया गया है और अधिक जानकारी दी गई है। यहाँ पर सम्पूर्ण समाचार विस्तार से प्रकाशित किया गया है।	[496, 206, 568, 260]
col-divider	[331, 32, 332, 260]
shivir-headline: निःशुल्क परामर्श शिविर आयोजित	[422, 547, 543, 558]
bjp-text-3: रेवाड़ी, 12 नवम्बर: भाजपा के पूर्व जिलाध्यक्ष को श्रद्धांजलि दी गई। यहाँ पर सम्पूर्ण समाचार विस्तार से प्रकाशित किया गया है और अधिक जानकारी दी गई है। यहाँ पर सम्पूर्ण समाचार विस्तार से प्रकाशित किया गया है और अधिक जानकारी दी गई है। यहाँ पर सम्पूर्ण समाचार विस्तार से प्रकाशित किया गया है और अधिक जानकारी दी गई है। यहाँ पर सम्पूर्ण समाचार विस्तार से प्रकाशित किया गया है और अधिक जानकारी दी गई है। यहाँ पर सम्पूर्ण समाचार विस्तार से प्रकाशित किया गया है और अधिक जानकारी दी गई है। यहाँ पर सम्पूर्ण समाचार विस्तार से प्रकाशित किया गया है और अधिक जानकारी दी गई है। यहाँ पर सम्पूर्ण समाचार विस्तार से प्रकाशित किया गया है।	[422, 870, 498, 1016]
lead-text-col4: महेंद्रगढ़, 12 नवम्बर (मोहन): ट्रैक्टर चालकों ने अवैध वसूली के आरोप लगाते हुए थाना प्रभारी को शिकायत सौंपी और कार्रवाई की मांग की। उन्होंने बताया कि कुछ लोग उनसे जबरन पैसे वसूल रहे हैं। यहाँ पर सम्पूर्ण समाचार विस्तार से प्रकाशित किया गया है और अधिक जानकारी दी गई है। यहाँ पर सम्पूर्ण समाचार विस्तार से प्रकाशित किया गया है और अधिक जानकारी दी गई है। यहाँ पर सम्पूर्ण समाचार विस्तार से प्रकाशित किया गया है और अधिक जानकारी दी गई है। यहाँ पर सम्पूर्ण समाचार विस्तार से प्रकाशित किया गया है और अधिक जानकारी दी गई है। यहाँ पर सम्पूर्ण समाचार विस्तार से प्रकाशित किया गया है और अधिक जानकारी दी गई है। यहाँ पर सम्पूर्ण समाचार विस्तार से प्रकाशित किया गया है और अधिक जानकारी दी गई है। यहाँ पर सम्पूर्ण समाचार विस्तार से प्रकाशित किया गया है।	[118, 100, 170, 232]
arya-headline: आर्य समाज लुहाना का वार्षिक उत्सव 16 व 17 को होगा	[8, 386, 160, 412]
sudoku-cell	[45, 664, 54, 673]
road-safety-headline: सड़क सुरक्षा प्रतियोगिता का किया	[6, 267, 165, 282]
brand-logo: नवोदय टाइम्स	[34, 7, 140, 24]
sudoku-cell	[27, 655, 36, 664]
sudoku-cell: 9	[18, 628, 27, 637]
kadiyan-headline-1: कड़ियां वाले मंदिर में हुआ	[168, 387, 279, 401]
sudoku-cell	[63, 637, 72, 646]
rashifal-sign: वृश्चिक:	[85, 810, 163, 820]
geeta-text-2: रेवाड़ी, 12 नवम्बर: गीता पाठ सत्संग का आयोजन किया गया। यहाँ पर सम्पूर्ण समाचार विस्तार से प्रकाशित किया गया है और अधिक जानकारी दी गई है। यहाँ पर सम्पूर्ण समाचार विस्तार से प्रकाशित किया गया है और अधिक जानकारी दी गई है। यहाँ पर सम्पूर्ण समाचार विस्तार से प्रकाशित किया गया है और अधिक जानकारी दी गई है। यहाँ पर सम्पूर्ण समाचार विस्तार से प्रकाशित किया गया है और अधिक जानकारी दी गई है। यहाँ पर सम्पूर्ण समाचार विस्तार से प्रकाशित किया गया है और अधिक जानकारी दी गई है। यहाँ पर सम्पूर्ण समाचार विस्तार से प्रकाशित किया गया है और अधिक जानकारी दी गई है। यहाँ पर सम्पूर्ण समाचार विस्तार से प्रकाशित किया गया है।	[366, 536, 418, 656]
sudoku-cell	[27, 637, 36, 646]
sudoku-cell	[18, 691, 27, 700]
sudoku-cell	[9, 682, 18, 691]
sudoku-cell	[81, 637, 90, 646]
sudoku-cell: 8	[9, 619, 18, 628]
sudoku-cell	[54, 664, 63, 673]
masthead-rule	[4, 27, 646, 29]
quiz-text-1: रेवाड़ी, 12 नवम्बर: प्रश्नोत्तरी परीक्षा में छात्रों ने भाग लिया। यहाँ पर सम्पूर्ण समाचार विस्तार से प्रकाशित किया गया है और अधिक जानकारी दी गई है। यहाँ पर सम्पूर्ण समाचार विस्तार से प्रकाशित किया गया है और अधिक जानकारी दी गई है। यहाँ पर सम्पूर्ण समाचार विस्तार से प्रकाशित किया गया है और अधिक जानकारी दी गई है। यहाँ पर सम्पूर्ण समाचार विस्तार से प्रकाशित किया गया है और अधिक जानकारी दी गई है। यहाँ पर सम्पूर्ण समाचार विस्तार से प्रकाशित किया गया है और अधिक जानकारी दी गई है। यहाँ पर सम्पूर्ण समाचार विस्तार से प्रकाशित किया गया है और अधिक जानकारी दी गई है। यहाँ पर सम्पूर्ण समाचार विस्तार से प्रकाशित किया गया है।	[312, 430, 364, 500]
sudoku-cell	[9, 646, 18, 655]
sudoku-cell	[54, 682, 63, 691]
sudoku-cell	[81, 673, 90, 682]
fruit-text-1: रेवाड़ी, 12 नवम्बर: बच्चों को फल एवं मिठाई वितरित की गई। यहाँ पर सम्पूर्ण समाचार विस्तार से प्रकाशित किया गया है और अधिक जानकारी दी गई है। यहाँ पर सम्पूर्ण समाचार विस्तार से प्रकाशित किया गया है और अधिक जानकारी दी गई है। यहाँ पर सम्पूर्ण समाचार विस्तार से प्रकाशित किया गया है और अधिक जानकारी दी गई है। यहाँ पर सम्पूर्ण समाचार विस्तार से प्रकाशित किया गया है और अधिक जानकारी दी गई है। यहाँ पर सम्पूर्ण समाचार विस्तार से प्रकाशित किया गया है और अधिक जानकारी दी गई है। यहाँ पर सम्पूर्ण समाचार विस्तार से प्रकाशित किया गया है और अधिक जानकारी दी गई है। यहाँ पर सम्पूर्ण समाचार विस्तार से प्रकाशित किया गया है।	[204, 290, 248, 352]
sudoku-cell	[81, 664, 90, 673]
bjp-caption: श्रद्धांजलि सभा में उपस्थित भाजपा कार्यकर्ता व पदाधिकारी।	[454, 856, 532, 860]
accident-headline: सड़क हादसे में अकाउंटेंट की मौत	[336, 33, 408, 59]
sudoku-cell: 1	[81, 619, 90, 628]
rashifal-sign: वृषभ:	[85, 778, 163, 788]
lead-headline: अवैध वसूली को लेकर ट्रैक्टर चालकों ने थाना प्रभारी को दी शिकायत	[6, 34, 312, 90]
sudoku-grid	[8, 618, 90, 700]
shiksha-text: रेवाड़ी, 12 नवम्बर: रेजांगला युद्ध की जानकारी देने का आग्रह किया गया। यहाँ पर सम्पूर्ण समाचार विस्तार से प्रकाशित किया गया है और अधिक जानकारी दी गई है। यहाँ पर सम्पूर्ण समाचार विस्तार से प्रकाशित किया गया है और अधिक जानकारी दी गई है। यहाँ पर सम्पूर्ण समाचार विस्तार से प्रकाशित किया गया है और अधिक जानकारी दी गई है। यहाँ पर सम्पूर्ण समाचार विस्तार से प्रकाशित किया गया है और अधिक जानकारी दी गई है। यहाँ पर सम्पूर्ण समाचार विस्तार से प्रकाशित किया गया है और अधिक जानकारी दी गई है। यहाँ पर सम्पूर्ण समाचार विस्तार से प्रकाशित किया गया है और अधिक जानकारी दी गई है। यहाँ पर सम्पूर्ण समाचार विस्तार से प्रकाशित किया गया है।	[422, 394, 646, 454]
rashifal-sign: मकर:	[85, 821, 163, 831]
sudoku-answer-label: सु-डोकू-7702 का हल	[96, 650, 160, 657]
vichar-section: विचार रीड	[420, 264, 646, 280]
sudoku-cell	[9, 637, 18, 646]
jaipur-headline: स्कूली छात्रों ने जयपुर का भ्रमण कर लीं ऐतिहासिक जगहों की रोचक जानकारियां	[418, 34, 622, 69]
rashifal-sign: कन्या:	[85, 800, 163, 810]
rashifal-sign: तुला:	[6, 810, 84, 820]
sudoku-cell	[9, 673, 18, 682]
accident-text: रेवाड़ी, 12 नवम्बर: सड़क हादसे में एक अकाउंटेंट की मौत हो गई। पुलिस ने मामला दर्ज कर जांच शुरू कर दी है। यहाँ पर सम्पूर्ण समाचार विस्तार से प्रकाशित किया गया है और अधिक जानकारी दी गई है। यहाँ पर सम्पूर्ण समाचार विस्तार से प्रकाशित किया गया है और अधिक जानकारी दी गई है। यहाँ पर सम्पूर्ण समाचार विस्तार से प्रकाशित किया गया है और अधिक जानकारी दी गई है। यहाँ पर सम्पूर्ण समाचार विस्तार से प्रकाशित किया गया है और अधिक जानकारी दी गई है। यहाँ पर सम्पूर्ण समाचार विस्तार से प्रकाशित किया गया है और अधिक जानकारी दी गई है। यहाँ पर सम्पूर्ण समाचार विस्तार से प्रकाशित किया गया है और अधिक जानकारी दी गई है। यहाँ पर सम्पूर्ण समाचार विस्तार से प्रकाशित किया गया है।	[336, 64, 416, 258]
sudoku-cell	[81, 655, 90, 664]
schools-sidebar: जिले में कराई सड़क सुरक्षा प्रश्नोत्तरी प्रतियोगिता	[284, 722, 342, 737]
sudoku-cell	[63, 628, 72, 637]
divider	[4, 381, 416, 382]
sudoku-cell	[63, 619, 72, 628]
lead-box-label: कमरागणों ने बताया कि वाहन के विवरण में शिकायत मिले है कि वसूली हो गई है।	[282, 214, 328, 258]
sudoku-cell	[81, 682, 90, 691]
geeta-text-1: रेवाड़ी, 12 नवम्बर: गीता पाठ सत्संग का आयोजन किया गया। यहाँ पर सम्पूर्ण समाचार विस्तार से प्रकाशित किया गया है और अधिक जानकारी दी गई है। यहाँ पर सम्पूर्ण समाचार विस्तार से प्रकाशित किया गया है और अधिक जानकारी दी गई है। यहाँ पर सम्पूर्ण समाचार विस्तार से प्रकाशित किया गया है और अधिक जानकारी दी गई है। यहाँ पर सम्पूर्ण समाचार विस्तार से प्रकाशित किया गया है और अधिक जानकारी दी गई है। यहाँ पर सम्पूर्ण समाचार विस्तार से प्रकाशित किया गया है और अधिक जानकारी दी गई है। यहाँ पर सम्पूर्ण समाचार विस्तार से प्रकाशित किया गया है और अधिक जानकारी दी गई है। यहाँ पर सम्पूर्ण समाचार विस्तार से प्रकाशित किया गया है।	[312, 536, 364, 656]
sudoku-cell	[45, 682, 54, 691]
lead-text-col1: महेंद्रगढ़, 12 नवम्बर (मोहन): ट्रैक्टर चालकों ने अवैध वसूली के आरोप लगाते हुए थाना प्रभारी को शिकायत सौंपी और कार्रवाई की मांग की। उन्होंने बताया कि कुछ लोग उनसे जबरन पैसे वसूल रहे हैं। यहाँ पर सम्पूर्ण समाचार विस्तार से प्रकाशित किया गया है और अधिक जानकारी दी गई है। यहाँ पर सम्पूर्ण समाचार विस्तार से प्रकाशित किया गया है और अधिक जानकारी दी गई है। यहाँ पर सम्पूर्ण समाचार विस्तार से प्रकाशित किया गया है और अधिक जानकारी दी गई है। यहाँ पर सम्पूर्ण समाचार विस्तार से प्रकाशित किया गया है और अधिक जानकारी दी गई है। यहाँ पर सम्पूर्ण समाचार विस्तार से प्रकाशित किया गया है और अधिक जानकारी दी गई है। यहाँ पर सम्पूर्ण समाचार विस्तार से प्रकाशित किया गया है और अधिक जानकारी दी गई है। यहाँ पर सम्पूर्ण समाचार विस्तार से प्रकाशित किया गया है।	[6, 100, 58, 258]
road-safety-photo	[60, 288, 200, 346]
rashifal-sign: कर्क:	[85, 789, 163, 799]
rashifal-sign: कुंभ:	[6, 832, 84, 842]
lead-text-col5: महेंद्रगढ़, 12 नवम्बर (मोहन): ट्रैक्टर चालकों ने अवैध वसूली के आरोप लगाते हुए थाना प्रभारी को शिकायत सौंपी और कार्रवाई की मांग की। उन्होंने बताया कि कुछ लोग उनसे जबरन पैसे वसूल रहे हैं। यहाँ पर सम्पूर्ण समाचार विस्तार से प्रकाशित किया गया है और अधिक जानकारी दी गई है। यहाँ पर सम्पूर्ण समाचार विस्तार से प्रकाशित किया गया है और अधिक जानकारी दी गई है। यहाँ पर सम्पूर्ण समाचार विस्तार से प्रकाशित किया गया है और अधिक जानकारी दी गई है। यहाँ पर सम्पूर्ण समाचार विस्तार से प्रकाशित किया गया है और अधिक जानकारी दी गई है। यहाँ पर सम्पूर्ण समाचार विस्तार से प्रकाशित किया गया है और अधिक जानकारी दी गई है। यहाँ पर सम्पूर्ण समाचार विस्तार से प्रकाशित किया गया है और अधिक जानकारी दी गई है। यहाँ पर सम्पूर्ण समाचार विस्तार से प्रकाशित किया गया है।	[174, 100, 226, 232]
rashifal-sign: मेष:	[6, 778, 84, 788]
